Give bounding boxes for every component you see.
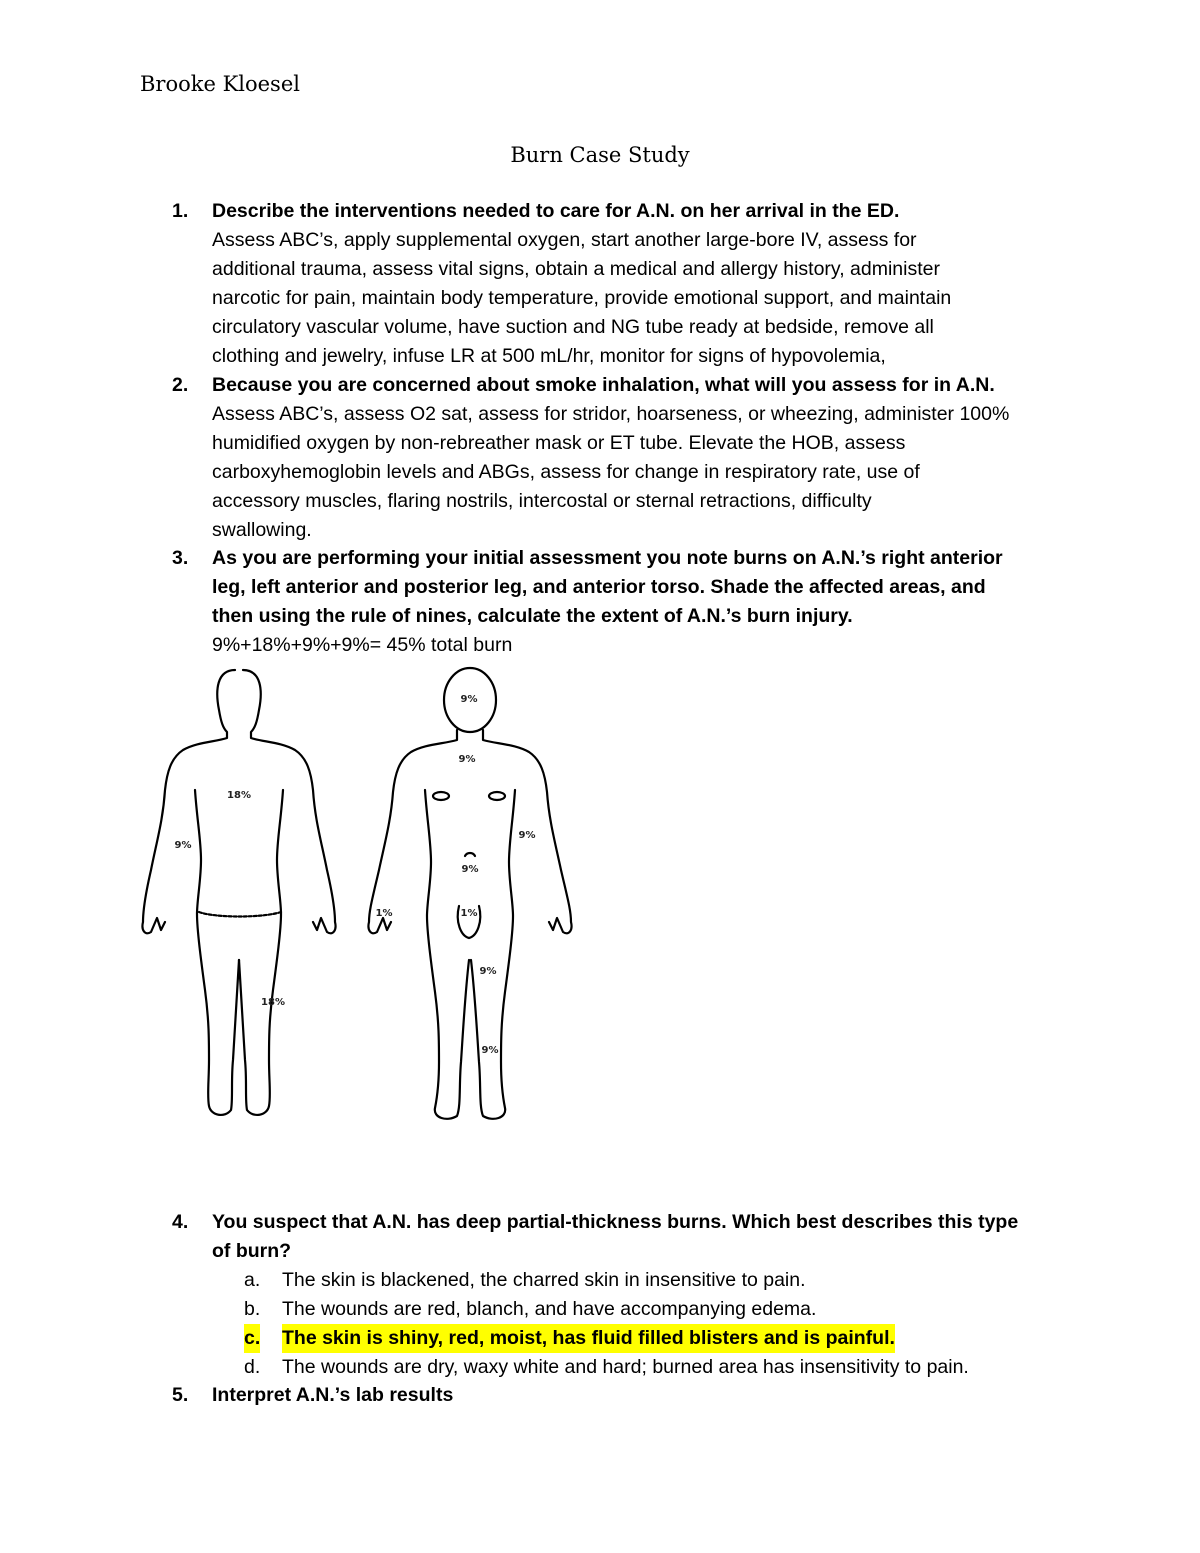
front-body-outline [368,668,571,1119]
body-outline-figure [135,660,605,1160]
option-letter: a. [244,1269,261,1291]
rule-of-nines-diagram [135,660,605,1160]
question-number: 1. [172,200,189,222]
option-letter: c. [244,1324,260,1353]
question-text: Describe the interventions needed to care for A.N. on her arrival in the ED. [212,200,900,222]
lower-leg-label: 9% [481,1045,499,1056]
document-title: Burn Case Study [510,143,690,167]
question-text: As you are performing your initial assessment you note burns on A.N.’s right anterior [212,547,1003,569]
author-name: Brooke Kloesel [140,72,300,96]
question-number: 3. [172,547,189,569]
option-letter: b. [244,1298,261,1320]
question-number: 2. [172,374,189,396]
back-body-outline [142,670,335,1115]
question-number: 5. [172,1384,189,1406]
left-hand-label: 1% [375,908,393,919]
option-text: The skin is shiny, red, moist, has fluid filled blisters and is painful. [282,1324,895,1353]
answer-line: additional trauma, assess vital signs, obtain a medical and allergy history, administer [212,258,940,280]
question-text: You suspect that A.N. has deep partial-thickness burns. Which best describes this type [212,1211,1019,1233]
option-text: The skin is blackened, the charred skin in insensitive to pain. [282,1269,806,1291]
head-label: 9% [460,694,478,705]
answer-line: accessory muscles, flaring nostrils, intercostal or sternal retractions, difficulty [212,490,872,512]
question-1 [172,197,1072,371]
thigh-label: 9% [479,966,497,977]
chest-label: 9% [458,754,476,765]
question-5 [172,1381,1072,1410]
option-b [244,1295,1072,1324]
abdomen-label: 9% [461,864,479,875]
answer-line: carboxyhemoglobin levels and ABGs, assess for change in respiratory rate, use of [212,461,920,483]
question-4 [172,1208,1072,1382]
question-text: leg, left anterior and posterior leg, and anterior torso. Shade the affected areas, and [212,576,986,598]
question-3 [172,544,1072,660]
answer-line: clothing and jewelry, infuse LR at 500 mL/hr, monitor for signs of hypovolemia, [212,345,886,367]
right-arm-label: 9% [518,830,536,841]
back-leg-label: 18% [261,997,285,1008]
option-c-highlighted [244,1324,1072,1353]
answer-line: circulatory vascular volume, have suction and NG tube ready at bedside, remove all [212,316,934,338]
option-a [244,1266,1072,1295]
question-2 [172,371,1072,545]
answer-line: Assess ABC’s, assess O2 sat, assess for stridor, hoarseness, or wheezing, administer 100% [212,403,1010,425]
option-text: The wounds are dry, waxy white and hard; burned area has insensitivity to pain. [282,1356,969,1378]
answer-options [244,1266,1072,1382]
question-text: Because you are concerned about smoke inhalation, what will you assess for in A.N. [212,374,995,396]
back-arm-label: 9% [174,840,192,851]
option-text: The wounds are red, blanch, and have accompanying edema. [282,1298,817,1320]
answer-line: narcotic for pain, maintain body temperature, provide emotional support, and maintain [212,287,952,309]
question-text: of burn? [212,1240,292,1262]
answer-line: swallowing. [212,519,312,541]
back-torso-label: 18% [227,790,251,801]
question-number: 4. [172,1211,189,1233]
genital-label: 1% [460,908,478,919]
answer-line: 9%+18%+9%+9%= 45% total burn [212,634,513,656]
answer-line: humidified oxygen by non-rebreather mask or ET tube. Elevate the HOB, assess [212,432,906,454]
option-d [244,1353,1072,1382]
option-letter: d. [244,1356,261,1378]
answer-line: Assess ABC’s, apply supplemental oxygen, start another large-bore IV, assess for [212,229,917,251]
question-text: then using the rule of nines, calculate the extent of A.N.’s burn injury. [212,605,853,627]
question-text: Interpret A.N.’s lab results [212,1384,454,1406]
